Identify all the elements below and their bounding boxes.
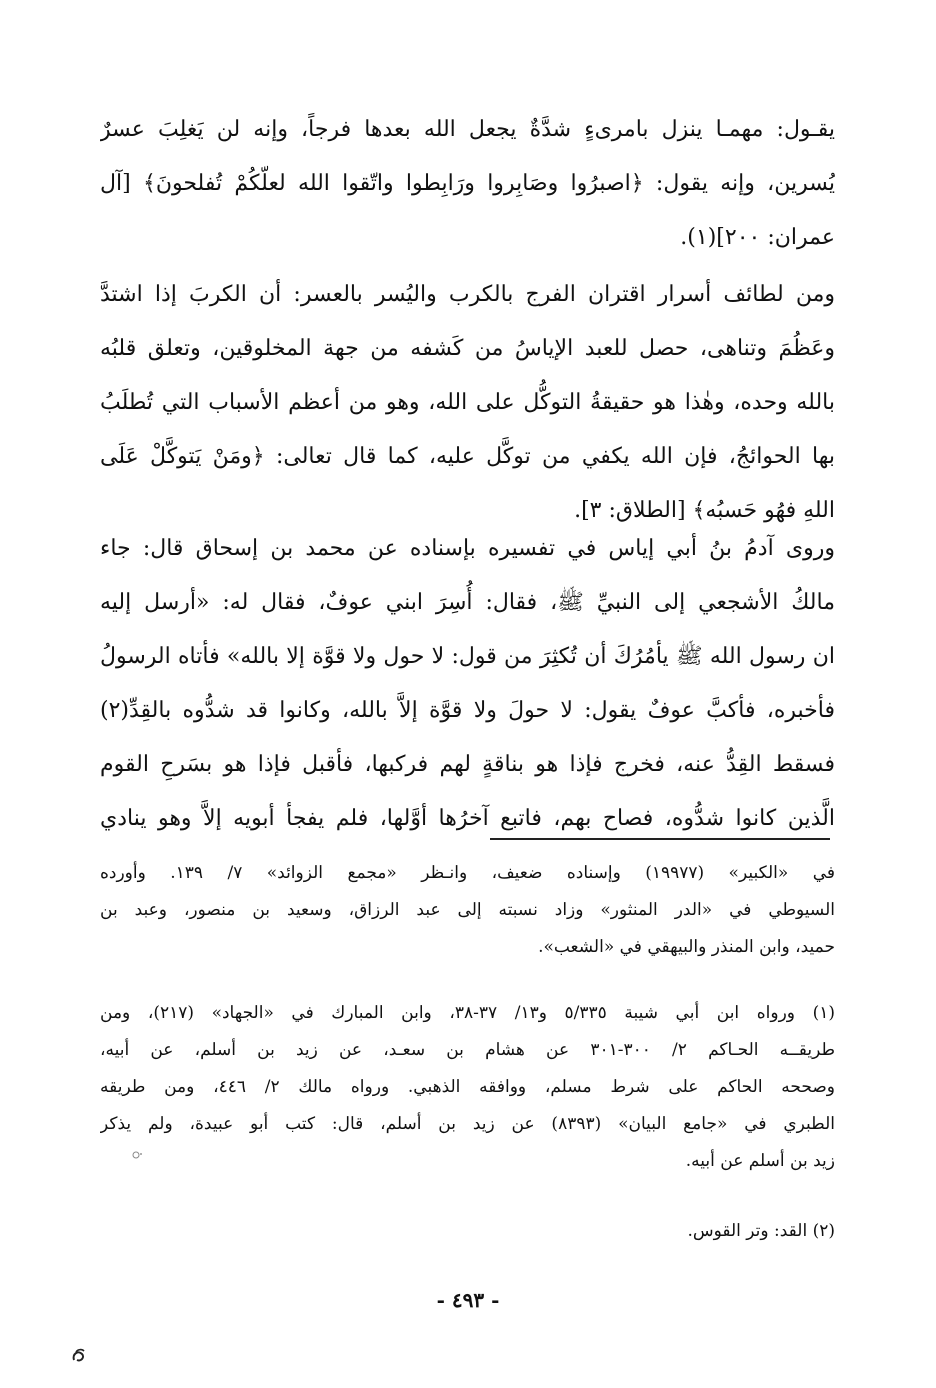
text-line: الَّذين كانوا شدُّوه، فصاح بهم، فاتبع آخرُها أوَّلها، فلم يفجأ أبويه إلاَّ وهو ينادي	[100, 806, 835, 831]
footnote-line: الطبري في «جامع البيان» (٨٣٩٣) عن زيد بن أسلم، قال: كتب أبو عبيدة، ولم يذكر	[100, 1114, 835, 1134]
footnote-continuation	[100, 855, 835, 966]
footnote-line: زيد بن أسلم عن أبيه.	[685, 1151, 835, 1171]
text-line: يُسرين، وإنه يقول: ﴿اصبرُوا وصَابِروا ورَابِطوا واتّقوا الله لعلّكُمْ تُفلحونَ﴾ [آل	[100, 171, 835, 196]
scan-mark-icon	[66, 1342, 94, 1370]
text-line: ومن لطائف أسرار اقتران الفرج بالكرب واليُسر بالعسر: أن الكربَ إذا اشتدَّ	[100, 282, 835, 307]
text-line: بالله وحده، وهٰذا هو حقيقةُ التوكُّل على الله، وهو من أعظم الأسباب التي تُطلَبُ	[100, 390, 835, 415]
footnote-line: حميد، وابن المنذر والبيهقي في «الشعب».	[538, 937, 835, 957]
text-line: يقـول: مهمـا ينزل بامرىءٍ شدَّةٌ يجعل الله بعدها فرجاً، وإنه لن يَغلِبَ عسرٌ	[100, 117, 835, 142]
footnote-line: (٢) القد: وتر القوس.	[687, 1221, 835, 1241]
text-line: اللهِ فهُو حَسبُه﴾ [الطلاق: ٣].	[574, 498, 835, 523]
text-line: فسقط القِدُّ عنه، فخرج فإذا هو بناقةٍ لهم فركبها، فأقبل فإذا هو بسَرحِ القوم	[100, 752, 835, 777]
footnote-1	[100, 995, 835, 1180]
footnote-line: السيوطي في «الدر المنثور» وزاد نسبته إلى عبد الرزاق، وسعيد بن منصور، وعبد بن	[100, 900, 835, 920]
footnote-line: في «الكبير» (١٩٩٧٧) وإسناده ضعيف، وانـظر «مجمع الزوائد» ٧/ ١٣٩. وأورده	[100, 863, 835, 883]
body-paragraph-3	[100, 522, 835, 846]
text-line: وروى آدمُ بنُ أبي إياس في تفسيره بإسناده عن محمد بن إسحاق قال: جاء	[100, 536, 835, 561]
footnote-line: طريقــه الحـاكم ٢/ ٣٠٠-٣٠١ عن هشام بن سعـد، عن زيد بن أسلم، عن أبيه،	[100, 1040, 835, 1060]
body-paragraph-2	[100, 268, 835, 538]
footnote-line: (١) ورواه ابن أبي شيبة ٥/٣٣٥ و١٣/ ٣٧-٣٨، وابن المبارك في «الجهاد» (٢١٧)، ومن	[100, 1003, 835, 1023]
text-line: عمران: ٢٠٠](١).	[680, 225, 835, 250]
footnote-2	[100, 1213, 835, 1250]
footnote-line: وصححه الحاكم على شرط مسلم، ووافقه الذهبي. ورواه مالك ٢/ ٤٤٦، ومن طريقه	[100, 1077, 835, 1097]
text-line: وعَظُمَ وتناهى، حصل للعبد الإياسُ من كَشفه من جهة المخلوقين، وتعلق قلبُه	[100, 336, 835, 361]
page-number: - ٤٩٣ -	[436, 1288, 500, 1312]
text-line: بها الحوائجُ، فإن الله يكفي من توكَّل عليه، كما قال تعالى: ﴿ومَنْ يَتوكَّلْ عَلَى	[100, 444, 835, 469]
text-line: فأخبره، فأكبَّ عوفٌ يقول: لا حولَ ولا قوَّة إلاَّ بالله، وكانوا قد شدُّوه بالقِدِّ(٢)	[100, 698, 835, 723]
text-line: مالكُ الأشجعي إلى النبيِّ ﷺ، فقال: أُسِرَ ابني عوفٌ، فقال له: «أرسل إليه	[100, 590, 835, 615]
scan-speck-icon	[130, 1148, 146, 1162]
text-line: ان رسول الله ﷺ يأمُرُكَ أن تُكثِرَ من قول: لا حول ولا قوَّة إلا بالله» فأتاه الرسولُ	[100, 644, 835, 669]
footnote-divider	[490, 838, 830, 840]
body-paragraph-1	[100, 103, 835, 265]
